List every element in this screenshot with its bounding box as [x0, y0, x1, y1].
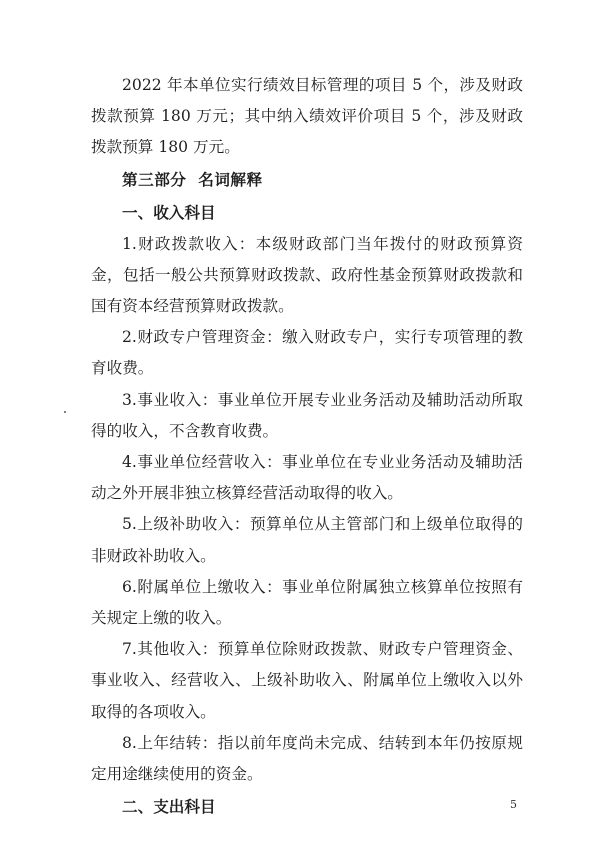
income-item-3: 3.事业收入：事业单位开展专业业务活动及辅助活动所取得的收入，不含教育收费。: [91, 390, 523, 440]
intro-paragraph: 2022 年本单位实行绩效目标管理的项目 5 个，涉及财政拨款预算 180 万元；其中纳入绩效评价项目 5 个，涉及财政拨款预算 180 万元。: [91, 76, 523, 157]
part-heading: 第三部分 名词解释: [122, 169, 263, 189]
section-heading-income: 一、收入科目: [122, 202, 216, 222]
income-item-6: 6.附属单位上缴收入：事业单位附属独立核算单位按照有关规定上缴的收入。: [91, 577, 523, 628]
income-item-7: 7.其他收入：预算单位除财政拨款、财政专户管理资金、事业收入、经营收入、上级补助收入、附属单位上缴收入以外取得的各项收入。: [91, 640, 523, 721]
document-body: [91, 70, 523, 823]
page-number: 5: [510, 798, 517, 811]
income-item-1: 1.财政拨款收入：本级财政部门当年拨付的财政预算资金，包括一般公共预算财政拨款、政府性基金预算财政拨款和国有资本经营预算财政拨款。: [91, 234, 523, 316]
income-item-4: 4.事业单位经营收入：事业单位在专业业务活动及辅助活动之外开展非独立核算经营活动取得的收入。: [91, 453, 523, 503]
section-heading-expense: 二、支出科目: [122, 797, 216, 817]
scan-dot-mark: [64, 411, 66, 413]
income-item-2: 2.财政专户管理资金：缴入财政专户，实行专项管理的教育收费。: [91, 328, 523, 378]
income-item-8: 8.上年结转：指以前年度尚未完成、结转到本年仍按原规定用途继续使用的资金。: [91, 733, 523, 784]
income-item-5: 5.上级补助收入：预算单位从主管部门和上级单位取得的非财政补助收入。: [91, 515, 523, 565]
